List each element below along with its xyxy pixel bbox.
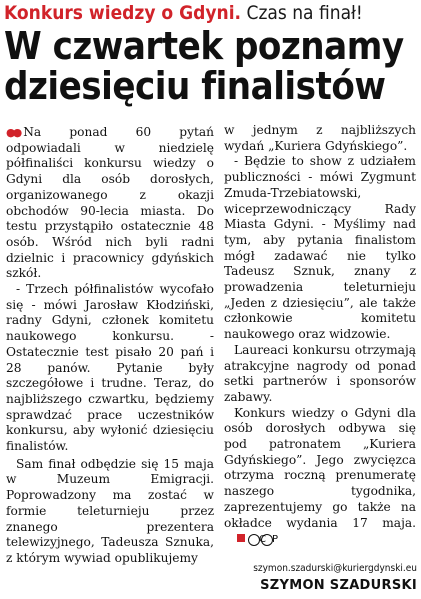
paragraph: Sam finał odbędzie się 15 maja w Muzeum Emigracji. Poprowadzony ma zostać w formie teleturnieju przez znanego prezentera telewizyjnego, Tadeusza Sznuka, z którym wywiad opublikujemy	[6, 456, 214, 565]
paragraph: w jednym z najbliższych wydań „Kuriera Gdyńskiego”.	[224, 123, 416, 153]
paragraph-final	[224, 406, 416, 547]
headline-line-2: dziesięciu finalistów	[4, 64, 386, 108]
right-column	[224, 123, 416, 547]
headline-line-1: W czwartek poznamy	[4, 24, 404, 68]
kicker-subtitle: Czas na finał!	[246, 2, 363, 24]
paragraph: - Trzech półfinalistów wycofało się - mówi Jarosław Kłodziński, radny Gdyni, członek komitetu naukowego konkursu. - Ostatecznie test pisało 20 pań i 28 panów. Pytanie były szczegółowe i trudne. Teraz, do najbliższego czwartku, będziemy sprawdzać prace uczestników konkursu, aby wyłonić dziesięciu finalistów.	[6, 282, 214, 454]
end-square-icon	[237, 534, 245, 542]
author-name: SZYMON SZADURSKI	[260, 578, 417, 593]
paragraph-lead-text: Na ponad 60 pytań odpowiadali w niedzielę półfinaliści konkursu wiedzy o Gdyni dla osób dorosłych, organizowanego z okazji obchodów 90-lecia miasta. Do testu przystąpiło ostatecznie 48 osób. Wśród nich byli radni dzielnic i pracownicy gdyńskich szkół.	[6, 125, 214, 281]
copyright-c-icon: C	[248, 534, 260, 546]
paragraph-lead	[6, 125, 214, 282]
end-marks	[227, 531, 279, 547]
paragraph-final-text: Konkurs wiedzy o Gdyni dla osób dorosłych odbywa się pod patronatem „Kuriera Gdyńskiego”. Jego zwycięzca otrzyma roczną prenumeratę naszego tygodnika, zaprezentujemy go także na okładce wydania 17 maja.	[224, 405, 416, 530]
kicker-topic: Konkurs wiedzy o Gdyni.	[4, 2, 242, 24]
author-email: szymon.szadurski@kuriergdynski.eu	[253, 563, 417, 574]
paragraph: - Będzie to show z udziałem publiczności - mówi Zygmunt Zmuda-Trzebiatowski, wiceprzewodniczący Rady Miasta Gdyni. - Myślimy nad tym, aby pytania finalistom mógł zadawać nie tylko Tadeusz Sznuk, znany z prowadzenia teleturnieju „Jeden z dziesięciu”, ale także członkowie komitetu naukowego oraz widzowie.	[224, 154, 416, 342]
copyright-p-icon: P	[261, 534, 273, 546]
headline	[4, 26, 418, 106]
paragraph: Laureaci konkursu otrzymają atrakcyjne nagrody od ponad setki partnerów i sponsorów zabawy.	[224, 342, 416, 404]
two-dots-bullet-icon: ●●	[6, 126, 20, 139]
kicker	[4, 2, 418, 24]
left-column	[6, 125, 214, 567]
